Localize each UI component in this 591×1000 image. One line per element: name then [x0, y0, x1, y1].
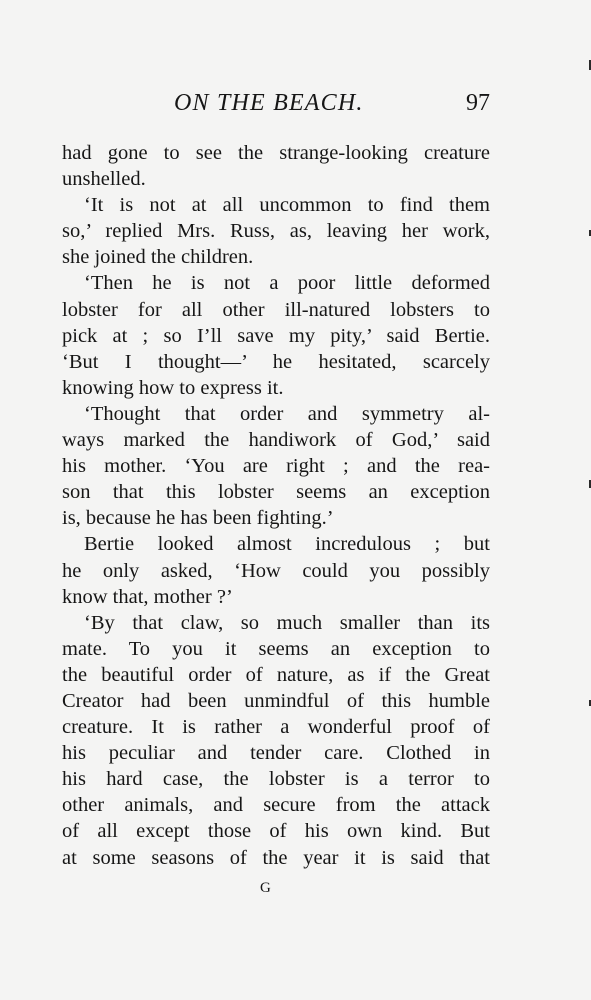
body-text [62, 140, 490, 871]
running-title: ON THE BEACH. [174, 90, 364, 116]
text-line: his hard case, the lobster is a terror to [62, 768, 490, 791]
text-line: mate. To you it seems an exception to [62, 637, 490, 660]
running-head [62, 88, 490, 124]
text-line: ‘Then he is not a poor little deformed [84, 272, 490, 295]
text-line: his peculiar and tender care. Clothed in [62, 742, 490, 765]
text-line: of all except those of his own kind. But [62, 820, 490, 843]
text-line: so,’ replied Mrs. Russ, as, leaving her work, [62, 220, 490, 243]
text-line: knowing how to express it. [62, 376, 284, 399]
text-line: at some seasons of the year it is said that [62, 846, 490, 869]
text-line: ways marked the handiwork of God,’ said [62, 429, 490, 452]
text-line: ‘Thought that order and symmetry al- [84, 402, 490, 425]
text-line: the beautiful order of nature, as if the Great [62, 663, 490, 686]
text-line: had gone to see the strange-looking creature [62, 142, 490, 164]
text-line: ‘By that claw, so much smaller than its [84, 611, 490, 634]
page-number: 97 [466, 90, 490, 116]
text-line: lobster for all other ill-natured lobsters to [62, 298, 490, 321]
text-line: know that, mother ?’ [62, 585, 233, 608]
signature-mark: G [260, 880, 272, 896]
text-line: she joined the children. [62, 246, 254, 269]
text-line: Creator had been unmindful of this humble [62, 689, 490, 712]
text-line: unshelled. [62, 168, 146, 191]
text-line: ‘It is not at all uncommon to find them [84, 194, 490, 217]
text-line: he only asked, ‘How could you possibly [62, 559, 490, 582]
text-line: pick at ; so I’ll save my pity,’ said Bertie. [62, 324, 490, 347]
text-line: creature. It is rather a wonderful proof of [62, 716, 490, 739]
text-line: his mother. ‘You are right ; and the rea- [62, 455, 490, 478]
text-line: other animals, and secure from the attack [62, 794, 490, 817]
text-line: Bertie looked almost incredulous ; but [84, 533, 490, 556]
text-line: is, because he has been fighting.’ [62, 507, 334, 530]
text-line: ‘But I thought—’ he hesitated, scarcely [62, 350, 490, 373]
text-line: son that this lobster seems an exception [62, 481, 490, 504]
